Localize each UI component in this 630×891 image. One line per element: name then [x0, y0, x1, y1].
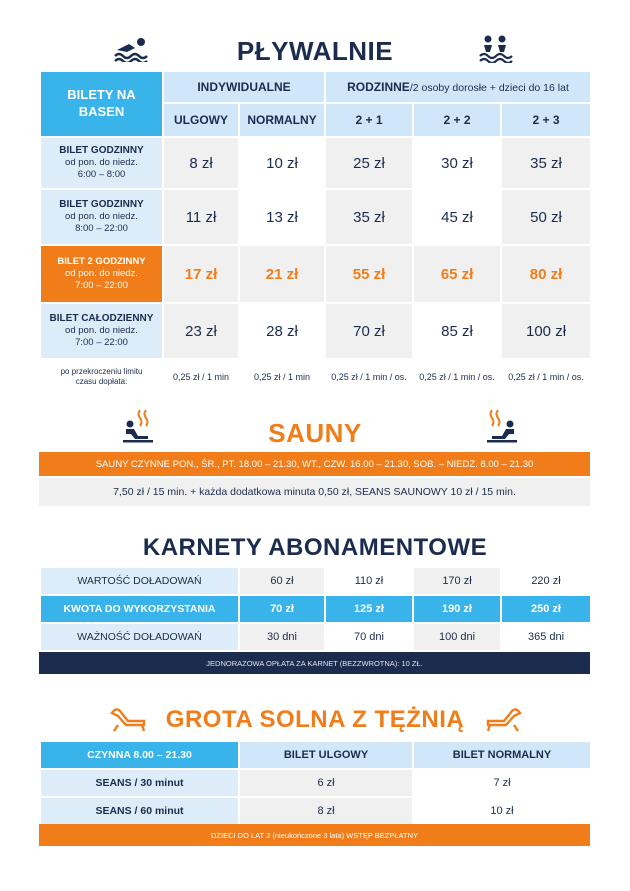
- extra-fee-label-line2: czasu dopłata:: [75, 377, 128, 386]
- pools-corner-text: BILETY NA BASEN: [67, 87, 136, 119]
- price-cell: 10 zł: [413, 797, 591, 825]
- family-group-label: RODZINNE: [347, 80, 410, 94]
- family-group-note: /2 osoby dorosłe + dzieci do 16 lat: [409, 82, 569, 94]
- extra-fee-cell: 0,25 zł / 1 min: [163, 359, 239, 395]
- row-days: od pon. do niedz.: [65, 325, 138, 337]
- pools-corner-label: [40, 71, 163, 137]
- price-cell: 10 zł: [239, 137, 325, 189]
- passes-table: [39, 566, 592, 652]
- pass-value: 190 zł: [413, 595, 501, 623]
- row-name: BILET GODZINNY: [59, 198, 144, 210]
- row-hours: 7:00 – 22:00: [75, 337, 128, 349]
- row-label-highlight: [40, 245, 163, 303]
- pass-value: 170 zł: [413, 567, 501, 595]
- row-name: BILET GODZINNY: [59, 144, 144, 156]
- session-label: SEANS / 30 minut: [40, 769, 239, 797]
- session-label: SEANS / 60 minut: [40, 797, 239, 825]
- table-row: [40, 567, 591, 595]
- pools-price-table: [39, 70, 592, 396]
- row-hours: 7:00 – 22:00: [75, 279, 128, 291]
- saunas-title: SAUNY: [268, 418, 362, 448]
- sauna-person-icon: [484, 408, 520, 444]
- price-cell: 85 zł: [413, 303, 501, 359]
- pass-value: 60 zł: [239, 567, 325, 595]
- pass-value: 250 zł: [501, 595, 591, 623]
- price-cell-highlight: 17 zł: [163, 245, 239, 303]
- col-header: BILET ULGOWY: [239, 741, 413, 769]
- row-label: [40, 137, 163, 189]
- price-cell: 8 zł: [163, 137, 239, 189]
- table-row-highlight: [40, 595, 591, 623]
- pass-row-label: WAŻNOŚĆ DOŁADOWAŃ: [40, 623, 239, 651]
- price-cell-highlight: 65 zł: [413, 245, 501, 303]
- table-row: [40, 769, 591, 797]
- table-row: [40, 797, 591, 825]
- extra-fee-label-line1: po przekroczeniu limitu: [60, 367, 143, 376]
- table-row-extra: [40, 359, 591, 395]
- price-cell: 50 zł: [501, 189, 591, 245]
- price-cell-highlight: 55 zł: [325, 245, 413, 303]
- table-row-highlight: [40, 245, 591, 303]
- price-cell: 35 zł: [325, 189, 413, 245]
- price-cell: 28 zł: [239, 303, 325, 359]
- table-row: [40, 623, 591, 651]
- passes-title: KARNETY ABONAMENTOWE: [142, 534, 488, 561]
- row-hours: 8:00 – 22:00: [75, 223, 128, 235]
- pass-value: 220 zł: [501, 567, 591, 595]
- price-cell: 6 zł: [239, 769, 413, 797]
- price-cell: 100 zł: [501, 303, 591, 359]
- col-header: 2 + 1: [325, 103, 413, 137]
- col-header: 2 + 2: [413, 103, 501, 137]
- table-row: [40, 137, 591, 189]
- pass-value: 110 zł: [325, 567, 413, 595]
- pools-group-family: [325, 71, 591, 103]
- lounger-icon: [484, 703, 524, 733]
- salt-cave-title: GROTA SOLNA Z TĘŻNIĄ: [165, 706, 465, 733]
- table-header-row: [40, 741, 591, 769]
- row-days: od pon. do niedz.: [65, 211, 138, 223]
- price-cell: 30 zł: [413, 137, 501, 189]
- price-cell: 8 zł: [239, 797, 413, 825]
- passes-note-bar: JEDNORAZOWA OPŁATA ZA KARNET (BEZZWROTNA): 10 ZŁ.: [39, 652, 590, 674]
- extra-fee-cell: 0,25 zł / 1 min: [239, 359, 325, 395]
- pass-row-label: KWOTA DO WYKORZYSTANIA: [40, 595, 239, 623]
- pools-group-individual: INDYWIDUALNE: [163, 71, 325, 103]
- row-days: od pon. do niedz.: [65, 157, 138, 169]
- water-play-icon: [478, 33, 514, 63]
- pass-value: 30 dni: [239, 623, 325, 651]
- row-days: od pon. do niedz.: [65, 268, 138, 280]
- col-header: BILET NORMALNY: [413, 741, 591, 769]
- extra-fee-cell: 0,25 zł / 1 min / os.: [325, 359, 413, 395]
- price-cell: 25 zł: [325, 137, 413, 189]
- extra-fee-label: [40, 359, 163, 395]
- row-name: BILET CAŁODZIENNY: [49, 312, 154, 324]
- price-cell: 70 zł: [325, 303, 413, 359]
- table-row: [40, 303, 591, 359]
- col-header: ULGOWY: [163, 103, 239, 137]
- price-cell: 13 zł: [239, 189, 325, 245]
- pass-value: 125 zł: [325, 595, 413, 623]
- pools-title: PŁYWALNIE: [236, 36, 394, 66]
- extra-fee-cell: 0,25 zł / 1 min / os.: [413, 359, 501, 395]
- pass-value: 70 dni: [325, 623, 413, 651]
- price-cell: 23 zł: [163, 303, 239, 359]
- price-cell: 45 zł: [413, 189, 501, 245]
- price-cell-highlight: 80 zł: [501, 245, 591, 303]
- col-header: 2 + 3: [501, 103, 591, 137]
- row-hours: 6:00 – 8:00: [77, 169, 126, 181]
- price-cell: 35 zł: [501, 137, 591, 189]
- salt-cave-hours: CZYNNA 8.00 – 21.30: [40, 741, 239, 769]
- salt-cave-note-bar: DZIECI DO LAT 3 (nieukończone 3 lata) WSTĘP BEZPŁATNY: [39, 824, 590, 846]
- row-label: [40, 303, 163, 359]
- pass-value: 365 dni: [501, 623, 591, 651]
- sauna-price-bar: 7,50 zł / 15 min. + każda dodatkowa minuta 0,50 zł, SEANS SAUNOWY 10 zł / 15 min.: [39, 478, 590, 506]
- col-header: NORMALNY: [239, 103, 325, 137]
- price-cell-highlight: 21 zł: [239, 245, 325, 303]
- pass-value: 100 dni: [413, 623, 501, 651]
- extra-fee-cell: 0,25 zł / 1 min / os.: [501, 359, 591, 395]
- price-cell: 7 zł: [413, 769, 591, 797]
- sauna-hours-bar: SAUNY CZYNNE PON., ŚR., PT. 18.00 – 21.30, WT., CZW. 16.00 – 21.30, SOB. – NIEDZ. 8.00 – 21.30: [39, 452, 590, 476]
- row-label: [40, 189, 163, 245]
- pass-value: 70 zł: [239, 595, 325, 623]
- table-row: [40, 189, 591, 245]
- price-cell: 11 zł: [163, 189, 239, 245]
- salt-cave-table: [39, 740, 592, 826]
- pass-row-label: WARTOŚĆ DOŁADOWAŃ: [40, 567, 239, 595]
- row-name: BILET 2 GODZINNY: [57, 256, 146, 268]
